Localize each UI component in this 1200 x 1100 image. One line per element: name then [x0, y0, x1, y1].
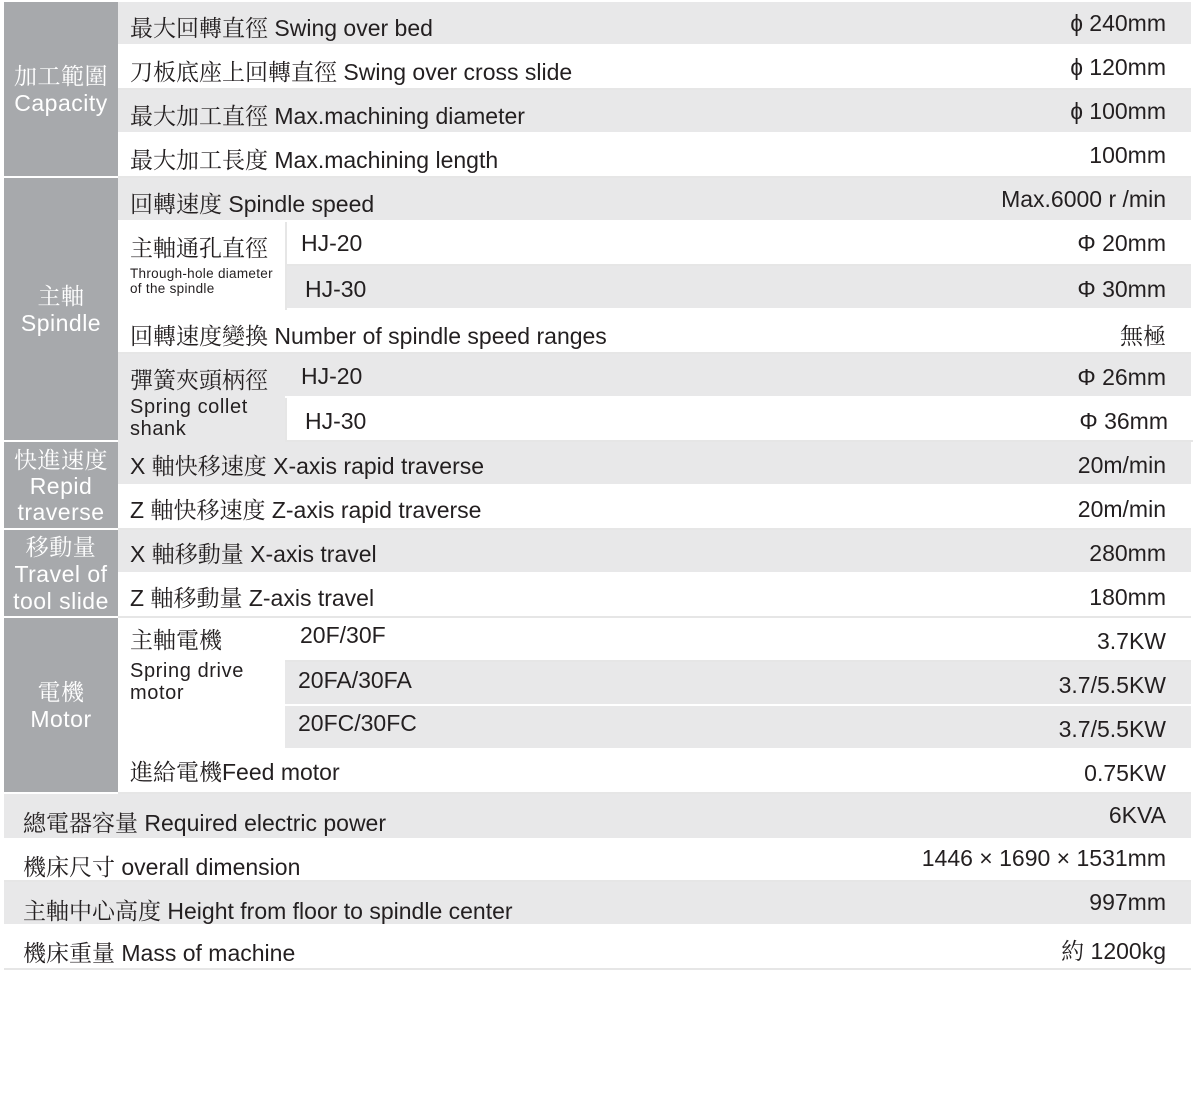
- model-name: HJ-30: [305, 276, 367, 302]
- row-value: 100mm: [1089, 142, 1166, 168]
- row-value: Max.6000 r /min: [1001, 186, 1166, 212]
- row-value: 997mm: [1089, 889, 1166, 915]
- through-hole-subtitle-2: of the spindle: [130, 281, 215, 296]
- row-label: Z 軸快移速度 Z-axis rapid traverse: [130, 497, 482, 523]
- category-travel-en-1: Travel of: [14, 560, 108, 587]
- collet-subtitle-2: shank: [130, 418, 187, 440]
- row-value: 1446 × 1690 × 1531mm: [921, 845, 1166, 871]
- row-through-hole-hj20: [287, 222, 1191, 266]
- row-label: Z 軸移動量 Z-axis travel: [130, 585, 375, 611]
- row-value: Φ 30mm: [1077, 276, 1166, 302]
- row-value: ɸ 240mm: [1070, 10, 1166, 36]
- spec-table: [4, 2, 1191, 971]
- row-label: 總電器容量 Required electric power: [23, 810, 387, 836]
- category-rapid-zh: 快進速度: [14, 447, 108, 473]
- row-spindle-speed: [118, 178, 1191, 222]
- row-feed-motor: [118, 750, 1191, 794]
- category-rapid-traverse: [4, 442, 118, 530]
- row-value: 3.7/5.5KW: [1058, 672, 1166, 698]
- category-spindle-zh: 主軸: [37, 283, 85, 309]
- row-value: 3.7/5.5KW: [1058, 716, 1166, 742]
- model-name: HJ-20: [301, 230, 363, 256]
- category-capacity: [4, 2, 118, 178]
- main-motor-title: 主軸電機: [130, 627, 222, 653]
- row-swing-over-bed: [118, 2, 1191, 46]
- model-name: HJ-20: [301, 363, 363, 389]
- row-label: 刀板底座上回轉直徑 Swing over cross slide: [130, 59, 573, 85]
- row-label: 最大加工直徑 Max.machining diameter: [130, 103, 525, 129]
- row-main-motor-20fa: [285, 662, 1191, 706]
- row-spindle-center-height: [4, 882, 1191, 926]
- category-capacity-zh: 加工範圍: [14, 63, 108, 89]
- row-overall-dimension: [4, 838, 1191, 882]
- row-value: Φ 26mm: [1077, 364, 1166, 390]
- row-value: Φ 20mm: [1077, 230, 1166, 256]
- row-label: 最大加工長度 Max.machining length: [130, 147, 499, 173]
- row-machine-mass: [4, 926, 1191, 970]
- row-through-hole-hj30: [287, 266, 1191, 310]
- row-label: X 軸移動量 X-axis travel: [130, 541, 377, 567]
- row-value: 280mm: [1089, 540, 1166, 566]
- through-hole-subtitle-1: Through-hole diameter: [130, 266, 273, 281]
- row-swing-over-cross-slide: [118, 46, 1191, 90]
- row-value: 0.75KW: [1084, 760, 1166, 786]
- collet-title: 彈簧夾頭柄徑: [130, 367, 268, 393]
- row-main-motor-20f: [285, 618, 1191, 662]
- row-x-travel: [118, 530, 1191, 574]
- category-travel: [4, 530, 118, 618]
- through-hole-label-cell: [118, 222, 285, 310]
- main-motor-subtitle-1: Spring drive: [130, 660, 244, 682]
- row-value: ɸ 100mm: [1070, 98, 1166, 124]
- row-speed-ranges: [118, 310, 1191, 354]
- collet-label-cell: [118, 354, 285, 442]
- category-motor-zh: 電機: [37, 679, 85, 705]
- row-label: X 軸快移速度 X-axis rapid traverse: [130, 453, 485, 479]
- model-name: 20F/30F: [300, 622, 386, 648]
- category-rapid-en-2: traverse: [17, 499, 105, 525]
- row-collet-hj20: [285, 354, 1191, 398]
- row-max-machining-length: [118, 134, 1191, 178]
- row-max-machining-diameter: [118, 90, 1191, 134]
- row-required-power: [4, 794, 1191, 840]
- row-value: 3.7KW: [1096, 628, 1166, 654]
- row-z-travel: [118, 574, 1191, 618]
- row-x-rapid-traverse: [118, 442, 1191, 486]
- through-hole-title: 主軸通孔直徑: [130, 235, 268, 261]
- row-value: Φ 36mm: [1079, 408, 1168, 434]
- category-travel-zh: 移動量: [25, 533, 97, 560]
- model-name: HJ-30: [305, 408, 367, 434]
- row-label: 進給電機Feed motor: [130, 759, 340, 785]
- row-value: 6KVA: [1108, 802, 1166, 828]
- row-value: ɸ 120mm: [1070, 54, 1166, 80]
- category-capacity-en: Capacity: [14, 90, 108, 116]
- row-value: 180mm: [1089, 584, 1166, 610]
- row-value: 20m/min: [1077, 496, 1166, 522]
- row-value: 無極: [1120, 323, 1166, 349]
- row-label: 回轉速度變換 Number of spindle speed ranges: [130, 323, 607, 349]
- row-collet-hj30: [285, 398, 1193, 442]
- row-label: 回轉速度 Spindle speed: [130, 191, 375, 217]
- row-label: 機床重量 Mass of machine: [23, 940, 296, 966]
- collet-subtitle-1: Spring collet: [130, 396, 248, 418]
- model-name: 20FC/30FC: [298, 710, 417, 736]
- category-travel-en-2: tool slide: [13, 587, 109, 614]
- category-spindle: [4, 178, 118, 442]
- category-motor-en: Motor: [30, 706, 92, 732]
- model-name: 20FA/30FA: [298, 667, 412, 693]
- main-motor-subtitle-2: motor: [130, 682, 185, 704]
- row-value: 約 1200kg: [1061, 938, 1166, 964]
- row-label: 主軸中心高度 Height from floor to spindle center: [23, 898, 513, 924]
- category-spindle-en: Spindle: [20, 310, 102, 336]
- row-z-rapid-traverse: [118, 486, 1191, 530]
- row-label: 最大回轉直徑 Swing over bed: [130, 15, 433, 41]
- category-rapid-en-1: Repid: [29, 473, 93, 499]
- row-value: 20m/min: [1077, 452, 1166, 478]
- row-main-motor-20fc: [285, 706, 1191, 750]
- main-motor-label-cell: [118, 618, 285, 750]
- category-motor: [4, 618, 118, 794]
- row-label: 機床尺寸 overall dimension: [23, 854, 301, 880]
